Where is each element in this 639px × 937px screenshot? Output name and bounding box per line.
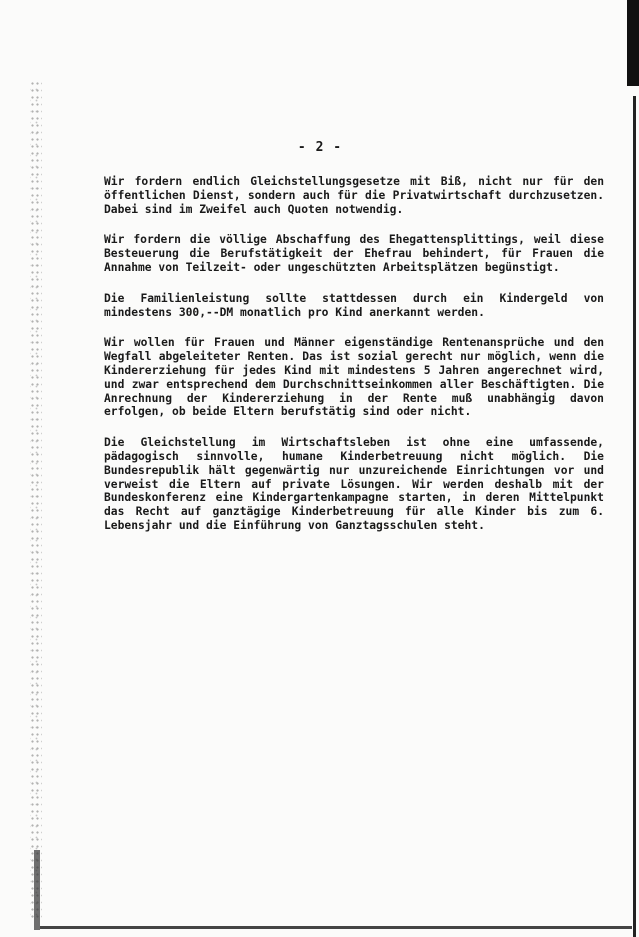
paragraph-kindergeld: Die Familienleistung sollte stattdessen durch ein Kindergeld von mindestens 300,--DM monatlich pro Kind anerkannt werden. [104, 291, 604, 319]
paragraph-rentenansprueche: Wir wollen für Frauen und Männer eigenständige Rentenansprüche und den Wegfall abgeleiteter Renten. Das ist sozial gerecht nur möglich, wenn die Kindererziehung für jedes Kind mit mindestens 5 Jahren angerechnet wird, und zwar entsprechend dem Durchschnittseinkommen aller Beschäftigten. Die Anrechnung der Kindererziehung in der Rente muß unabhängig davon erfolgen, ob beide Eltern berufstätig sind oder nicht. [104, 336, 604, 419]
scan-edge-shadow [627, 0, 639, 94]
page-number: - 2 - [297, 140, 343, 155]
paragraph-gleichstellungsgesetze: Wir fordern endlich Gleichstellungsgesetze mit Biß, nicht nur für den öffentlichen Dienst, sondern auch für die Privatwirtschaft durchzusetzen. Dabei sind im Zweifel auch Quoten notwendig. [104, 175, 604, 216]
paragraph-kinderbetreuung: Die Gleichstellung im Wirtschaftsleben ist ohne eine umfassende, pädagogisch sinnvolle, humane Kinderbetreuung nicht möglich. Die Bundesrepublik hält gegenwärtig nur unzureichende Einrichtungen vor und verweist die Eltern auf private Lösungen. Wir werden deshalb mit der Bundeskonferenz eine Kindergartenkampagne starten, in deren Mittelpunkt das Recht auf ganztägige Kinderbetreuung für alle Kinder bis zum 6. Lebensjahr und die Einführung von Ganztagsschulen steht. [104, 436, 604, 532]
body-text [104, 175, 604, 550]
scan-bottom-edge [40, 926, 632, 929]
scan-paper-corner [600, 86, 639, 96]
scan-left-edge-shadow [34, 850, 40, 930]
scan-edge-line [633, 94, 636, 937]
scan-left-edge-speckle [30, 80, 42, 920]
paragraph-ehegattensplitting: Wir fordern die völlige Abschaffung des Ehegattensplittings, weil diese Besteuerung die Berufstätigkeit der Ehefrau behindert, für Frauen die Annahme von Teilzeit- oder ungeschützten Arbeitsplätzen begünstigt. [104, 233, 604, 274]
